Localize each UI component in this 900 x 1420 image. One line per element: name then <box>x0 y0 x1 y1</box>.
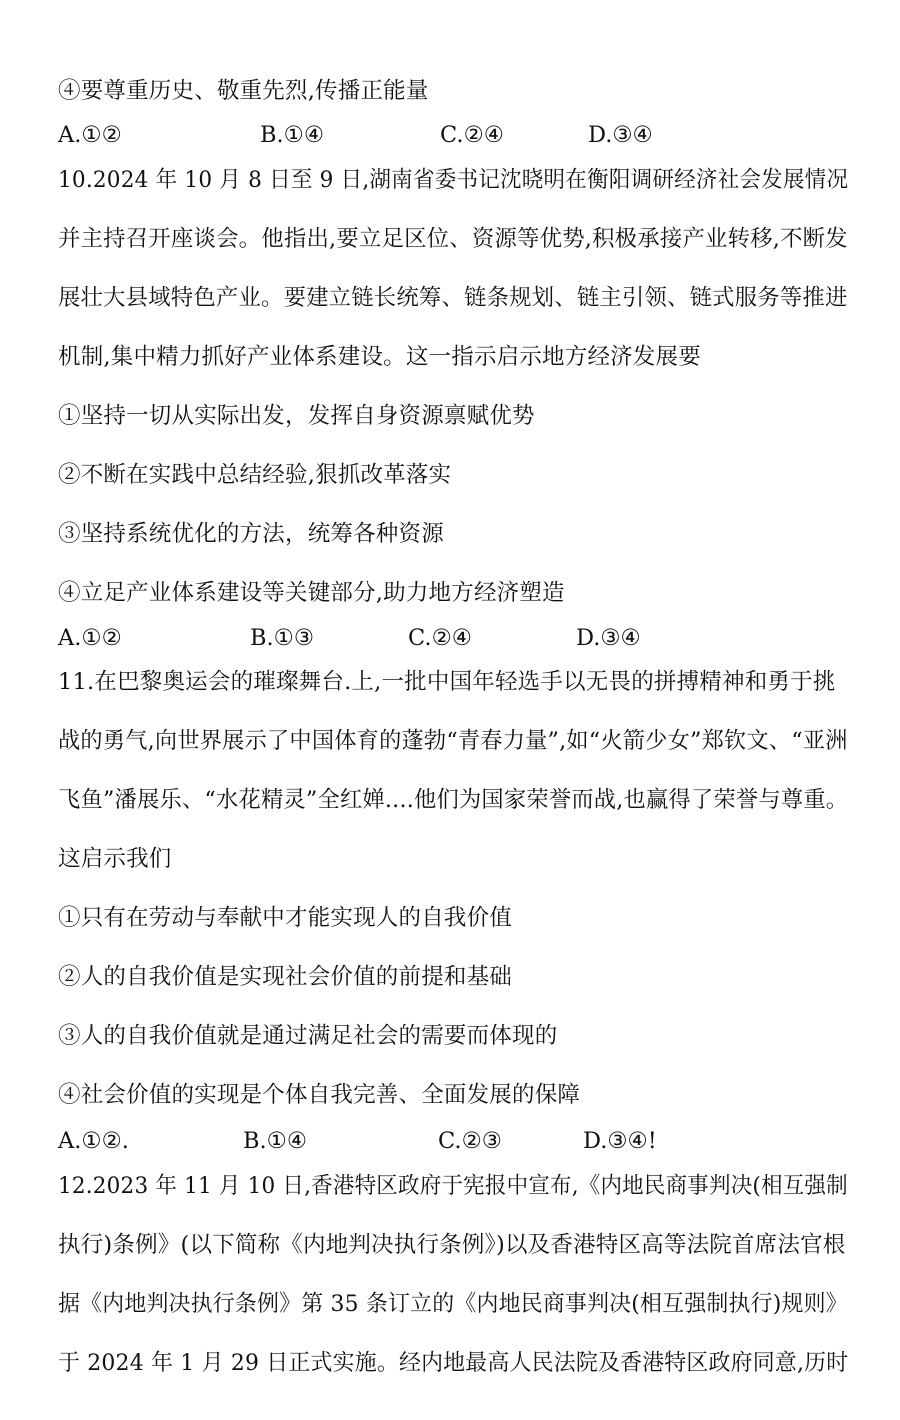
q12-stem-line-2: 执行)条例》(以下简称《内地判决执行条例》)以及香港特区高等法院首席法官根 <box>58 1232 846 1258</box>
q12-stem-line-1: 12.2023 年 11 月 10 日,香港特区政府于宪报中宣布,《内地民商事判决(相互强制 <box>58 1173 848 1199</box>
q10-stem-line-3: 展壮大县域特色产业。要建立链长统筹、链条规划、链主引领、链式服务等推进 <box>58 285 848 311</box>
q11-item-2: ②人的自我价值是实现社会价值的前提和基础 <box>58 964 513 990</box>
q11-item-1: ①只有在劳动与奉献中才能实现人的自我价值 <box>58 905 513 931</box>
q10-option-c: C.②④ <box>408 625 472 651</box>
q11-option-c: C.②③ <box>438 1128 502 1154</box>
q10-item-1: ①坚持一切从实际出发，发挥自身资源禀赋优势 <box>58 403 535 429</box>
q9-option-b: B.①④ <box>260 122 325 148</box>
q10-item-4: ④立足产业体系建设等关键部分,助力地方经济塑造 <box>58 580 565 606</box>
q10-stem-line-4: 机制,集中精力抓好产业体系建设。这一指示启示地方经济发展要 <box>58 344 701 370</box>
q11-option-d: D.③④! <box>583 1128 657 1154</box>
q12-stem-line-3: 据《内地判决执行条例》第 35 条订立的《内地民商事判决(相互强制执行)规则》 <box>58 1291 848 1317</box>
q9-option-c: C.②④ <box>440 122 504 148</box>
q11-item-3: ③人的自我价值就是通过满足社会的需要而体现的 <box>58 1023 558 1049</box>
q9-option-a: A.①② <box>58 122 122 148</box>
q11-stem-line-3: 飞鱼”潘展乐、“水花精灵”全红婵....他们为国家荣誉而战,也赢得了荣誉与尊重。 <box>58 787 849 813</box>
q10-item-2: ②不断在实践中总结经验,狠抓改革落实 <box>58 462 452 488</box>
q10-item-3: ③坚持系统优化的方法，统筹各种资源 <box>58 521 444 547</box>
q9-item-4: ④要尊重历史、敬重先烈,传播正能量 <box>58 78 429 104</box>
q12-stem-line-4: 于 2024 年 1 月 29 日正式实施。经内地最高人民法院及香港特区政府同意,历时 <box>58 1350 849 1376</box>
q11-option-a: A.①②. <box>58 1128 129 1154</box>
q9-option-d: D.③④ <box>588 122 653 148</box>
q11-item-4: ④社会价值的实现是个体自我完善、全面发展的保障 <box>58 1082 581 1108</box>
q10-stem-line-2: 并主持召开座谈会。他指出,要立足区位、资源等优势,积极承接产业转移,不断发 <box>58 226 848 252</box>
q10-option-b: B.①③ <box>250 625 315 651</box>
q10-option-d: D.③④ <box>576 625 641 651</box>
q11-stem-line-4: 这启示我们 <box>58 846 172 872</box>
q10-option-a: A.①② <box>58 625 122 651</box>
q11-stem-line-1: 11.在巴黎奥运会的璀璨舞台.上,一批中国年轻选手以无畏的拼搏精神和勇于挑 <box>58 669 836 695</box>
q11-stem-line-2: 战的勇气,向世界展示了中国体育的蓬勃“青春力量”,如“火箭少女”郑钦文、“亚洲 <box>58 728 848 754</box>
q11-option-b: B.①④ <box>243 1128 308 1154</box>
q10-stem-line-1: 10.2024 年 10 月 8 日至 9 日,湖南省委书记沈晓明在衡阳调研经济社会发展情况 <box>58 167 849 193</box>
